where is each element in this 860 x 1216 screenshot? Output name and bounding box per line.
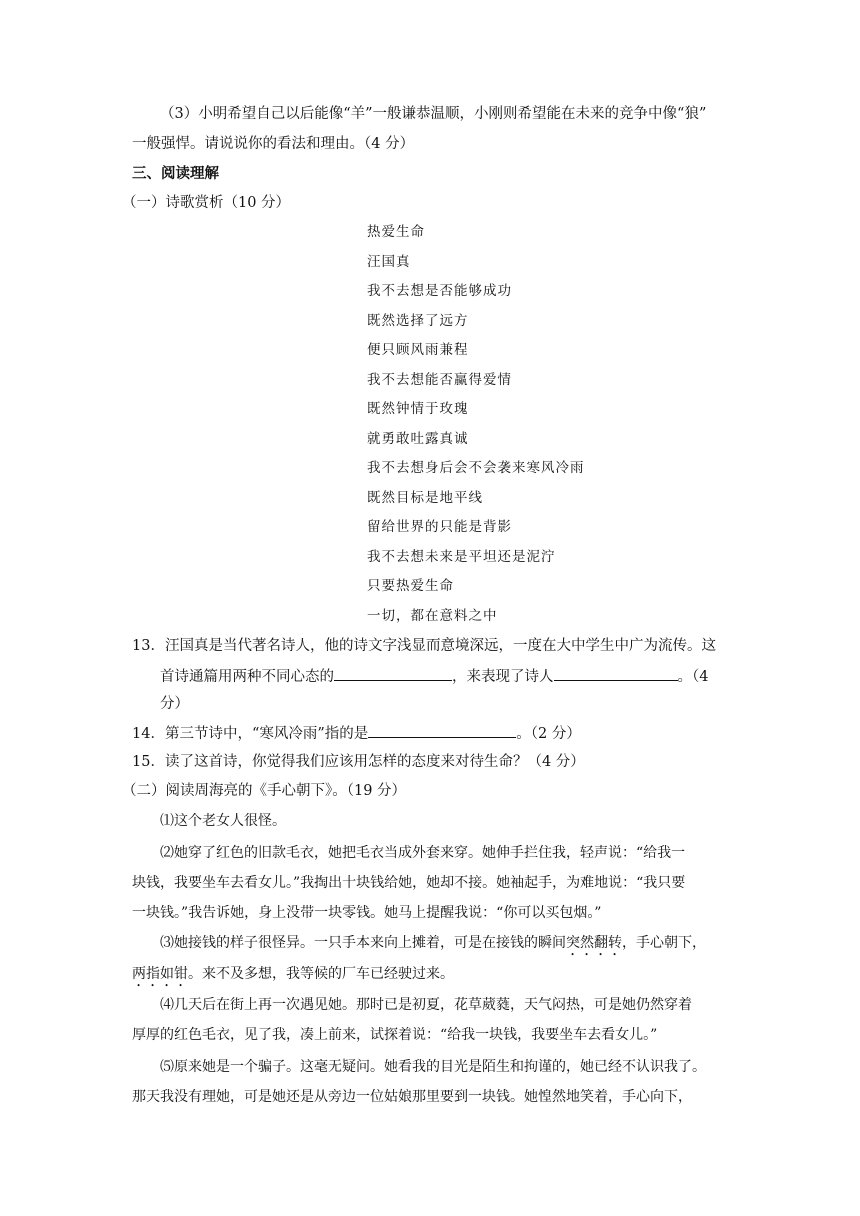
article-line — [132, 959, 728, 990]
q13-text-b: ，来表现了诗人 — [452, 669, 554, 685]
article-paragraph-5 — [132, 1052, 728, 1112]
q13-line1: 13．汪国真是当代著名诗人，他的诗文字浅显而意境深远，一度在大中学生中广为流传。这 — [132, 638, 716, 654]
q14-text-a: 14．第三节诗中，“寒风冷雨”指的是 — [132, 726, 369, 742]
q14-text-b: 。（2 分） — [516, 726, 581, 742]
article-paragraph-2 — [132, 838, 728, 928]
text-segment: ，手心朝下， — [622, 935, 706, 951]
article-line — [132, 928, 728, 959]
answer-blank[interactable] — [554, 666, 678, 681]
poem-line: 既然选择了远方 — [367, 313, 469, 329]
article-line: ⑵她穿了红色的旧款毛衣，她把毛衣当成外套来穿。她伸手拦住我，轻声说：“给我一 — [160, 845, 686, 861]
poem-title: 热爱生命 — [367, 224, 425, 240]
q13-text-c: 。（4 — [677, 669, 709, 685]
answer-blank[interactable] — [368, 723, 516, 738]
emphasized-text: 两指如钳 — [132, 966, 188, 982]
article-paragraph-1 — [132, 806, 728, 836]
article-line: ⑷几天后在街上再一次遇见她。那时已是初夏，花草葳蕤，天气闷热，可是她仍然穿着 — [160, 997, 692, 1013]
answer-blank[interactable] — [334, 666, 452, 681]
section-title: 三、阅读理解 — [132, 166, 219, 182]
poem-line: 我不去想能否赢得爱情 — [367, 372, 512, 388]
q13-text-a: 首诗通篇用两种不同心态的 — [160, 669, 334, 685]
q13-line2 — [160, 666, 708, 687]
poem-line: 便只顾风雨兼程 — [367, 342, 469, 358]
article-line: 块钱，我要坐车去看女儿。”我掏出十块钱给她，她却不接。她袖起手，为难地说：“我只要 — [132, 875, 686, 891]
q13-line3: 分） — [160, 696, 189, 712]
article-paragraph-4 — [132, 990, 728, 1050]
part2-title: （二）阅读周海亮的《手心朝下》。（19 分） — [122, 783, 407, 799]
q3-line1: （3）小明希望自己以后能像“羊”一般谦恭温顺，小刚则希望能在未来的竞争中像“狼” — [160, 106, 707, 122]
poem-line: 留给世界的只能是背影 — [367, 519, 512, 535]
poem-line: 就勇敢吐露真诚 — [367, 431, 469, 447]
poem-line: 我不去想未来是平坦还是泥泞 — [367, 549, 556, 565]
poem-line: 一切，都在意料之中 — [367, 608, 498, 624]
q3-line2: 一般强悍。请说说你的看法和理由。（4 分） — [132, 136, 415, 152]
poem-line: 只要热爱生命 — [367, 578, 454, 594]
poem-line: 既然钟情于玫瑰 — [367, 401, 469, 417]
q15-line: 15．读了这首诗，你觉得我们应该用怎样的态度来对待生命？（4 分） — [132, 754, 585, 770]
article-line: 厚厚的红色毛衣，见了我，凑上前来，试探着说：“给我一块钱，我要坐车去看女儿。” — [132, 1027, 658, 1043]
article-paragraph-3 — [132, 928, 728, 990]
part1-title: （一）诗歌赏析（10 分） — [122, 195, 291, 211]
article-line: 那天我没有理她，可是她还是从旁边一位姑娘那里要到一块钱。她惶然地笑着，手心向下， — [132, 1089, 692, 1105]
q14-line — [132, 723, 581, 744]
poem-line: 我不去想是否能够成功 — [367, 283, 512, 299]
article-line: 一块钱。”我告诉她，身上没带一块零钱。她马上提醒我说：“你可以买包烟。” — [132, 905, 602, 921]
text-segment: ⑶她接钱的样子很怪异。一只手本来向上摊着，可是在接钱的瞬间 — [160, 935, 566, 951]
text-segment: 。来不及多想，我等候的厂车已经驶过来。 — [188, 966, 454, 982]
poem-author: 汪国真 — [367, 254, 411, 270]
poem-line: 既然目标是地平线 — [367, 490, 483, 506]
article-line: ⑴这个老女人很怪。 — [160, 813, 286, 829]
poem-line: 我不去想身后会不会袭来寒风冷雨 — [367, 460, 585, 476]
emphasized-text: 突然翻转 — [566, 935, 622, 951]
article-line: ⑸原来她是一个骗子。这毫无疑问。她看我的目光是陌生和拘谨的，她已经不认识我了。 — [160, 1059, 706, 1075]
